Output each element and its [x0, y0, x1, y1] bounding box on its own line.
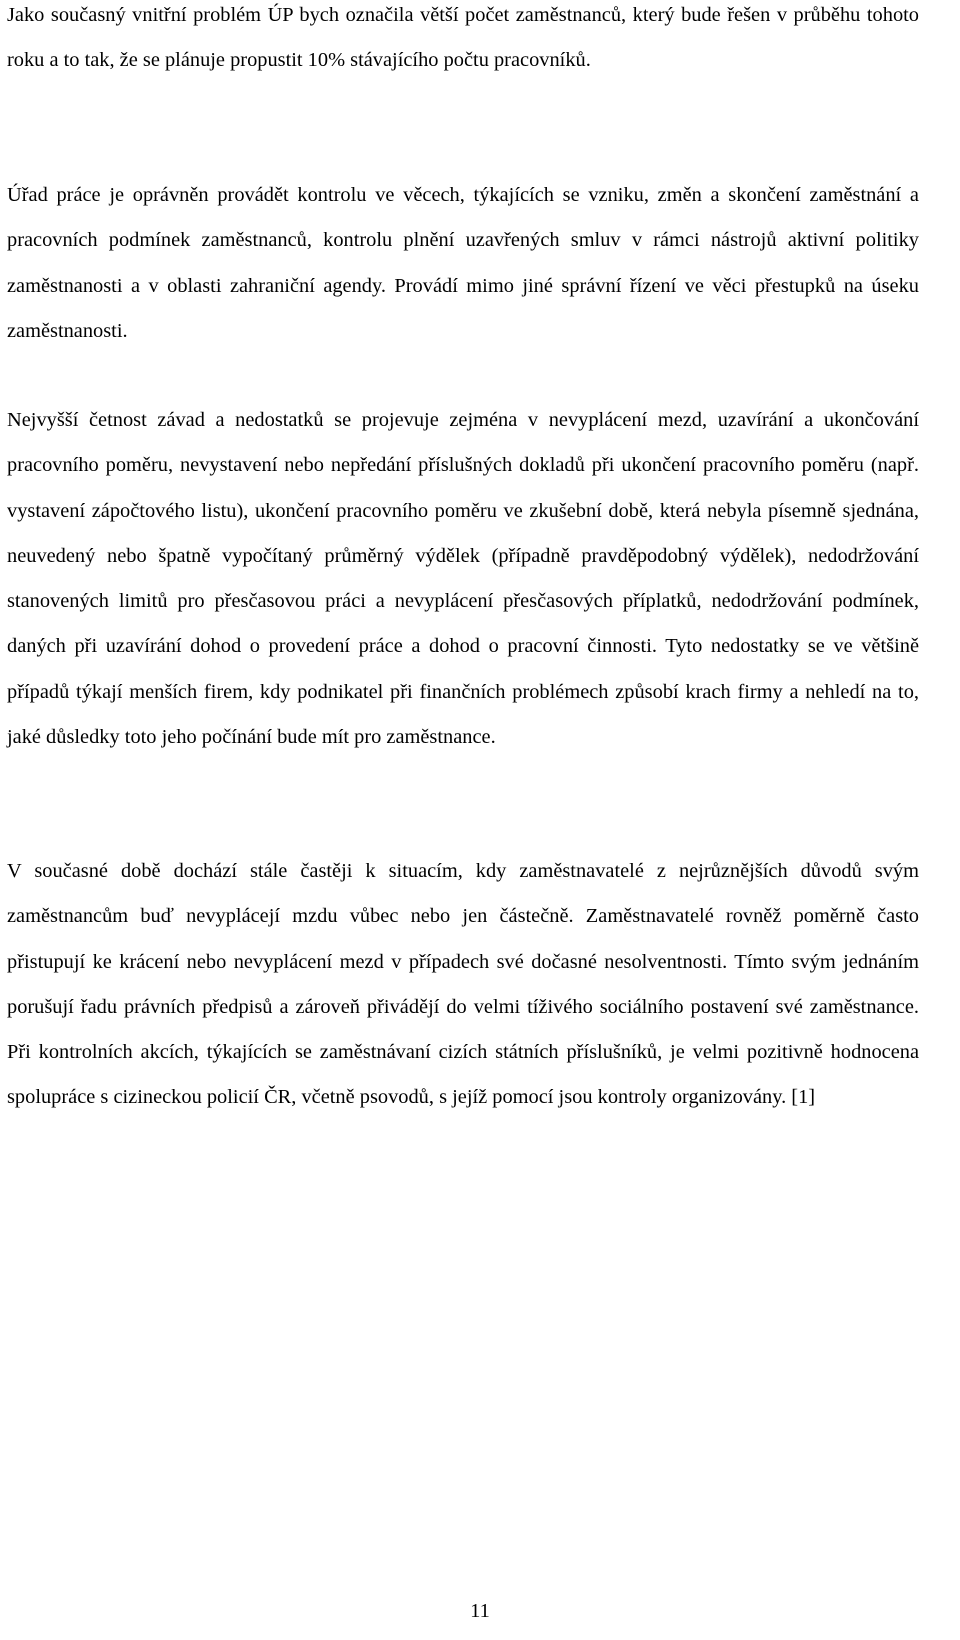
paragraph-wage-nonpayment: V současné době dochází stále častěji k situacím, kdy zaměstnavatelé z nejrůznějších důvodů svým zaměstnancům buď nevyplácejí mzdu vůbec nebo jen částečně. Zaměstnavatelé rovněž poměrně často přistupují ke krácení nebo nevyplácení mezd v případech své dočasné nesolventnosti. Tímto svým jednáním porušují řadu právních předpisů a zároveň přivádějí do velmi tíživého sociálního postavení své zaměstnance. Při kontrolních akcích, týkajících se zaměstnávaní cizích státních příslušníků, je velmi pozitivně hodnocena spolupráce s cizineckou policií ČR, včetně psovodů, s jejíž pomocí jsou kontroly organizovány. [1]	[7, 860, 919, 1109]
paragraph-common-deficiencies: Nejvyšší četnost závad a nedostatků se projevuje zejména v nevyplácení mezd, uzavírání a ukončování pracovního poměru, nevystavení nebo nepředání příslušných dokladů při ukončení pracovního poměru (např. vystavení zápočtového listu), ukončení pracovního poměru ve zkušební době, která nebyla písemně sjednána, neuvedený nebo špatně vypočítaný průměrný výdělek (případně pravděpodobný výdělek), nedodržování stanovených limitů pro přesčasovou práci a nevyplácení přesčasových příplatků, nedodržování podmínek, daných při uzavírání dohod o provedení práce a dohod o pracovní činnosti. Tyto nedostatky se ve většině případů týkají menších firem, kdy podnikatel při finančních problémech způsobí krach firmy a nehledí na to, jaké důsledky toto jeho počínání bude mít pro zaměstnance.	[7, 409, 919, 749]
page-number: 11	[470, 1600, 490, 1622]
paragraph-current-problem: Jako současný vnitřní problém ÚP bych označila větší počet zaměstnanců, který bude řešen v průběhu tohoto roku a to tak, že se plánuje propustit 10% stávajícího počtu pracovníků.	[7, 4, 919, 72]
paragraph-office-authority: Úřad práce je oprávněn provádět kontrolu ve věcech, týkajících se vzniku, změn a skončení zaměstnání a pracovních podmínek zaměstnanců, kontrolu plnění uzavřených smluv v rámci nástrojů aktivní politiky zaměstnanosti a v oblasti zahraniční agendy. Provádí mimo jiné správní řízení ve věci přestupků na úseku zaměstnanosti.	[7, 184, 919, 342]
